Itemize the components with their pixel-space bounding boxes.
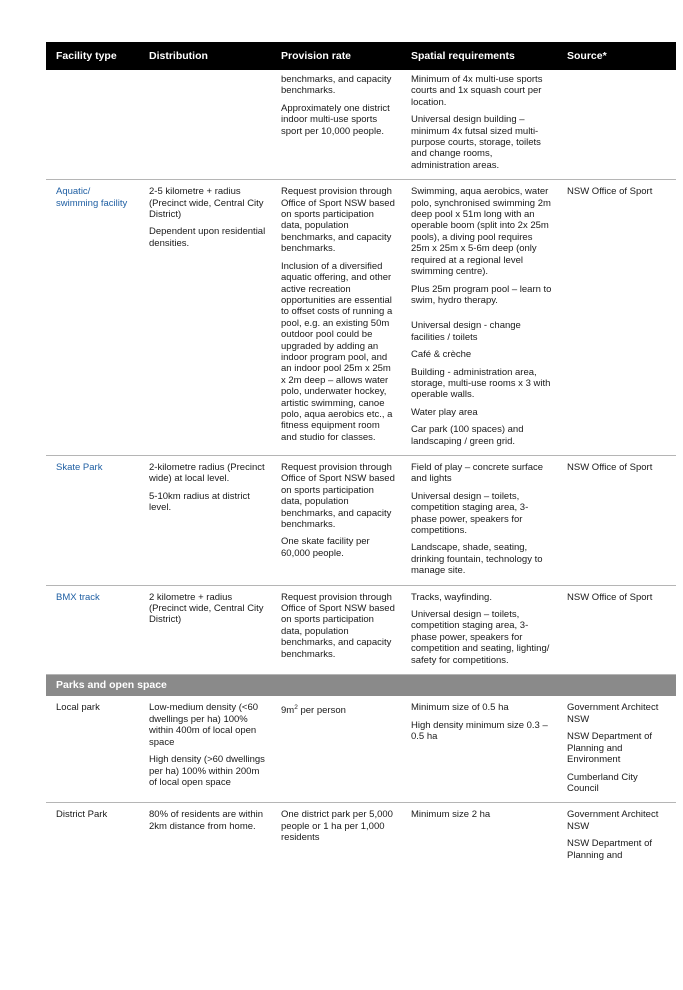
spatial-text: Universal design - change facilities / toilets: [411, 320, 521, 343]
distribution-text: Dependent upon residential densities.: [149, 226, 266, 249]
source-text: NSW Department of Planning and: [567, 838, 652, 861]
source-text: Government Architect NSW: [567, 702, 659, 725]
spatial-cell: [401, 180, 557, 456]
source-cell: [557, 180, 676, 456]
source-cell: [557, 803, 676, 869]
distribution-text: High density (>60 dwellings per ha) 100% within 200m of local open space: [149, 754, 265, 788]
provision-cell: [271, 803, 401, 869]
table-row: [46, 803, 676, 869]
spatial-text: Water play area: [411, 406, 478, 418]
spatial-cell: [401, 455, 557, 585]
provision-text: One skate facility per 60,000 people.: [281, 536, 370, 559]
spatial-text: Universal design – toilets, competition staging area, 3-phase power, speakers for competitions.: [411, 490, 529, 536]
header-provision-rate: Provision rate: [271, 42, 401, 70]
source-cell: [557, 455, 676, 585]
distribution-cell: [139, 180, 271, 456]
facility-type-label: District Park: [56, 809, 108, 821]
source-text: Cumberland City Council: [567, 771, 638, 794]
section-header-row: [46, 675, 676, 697]
spatial-cell: [401, 70, 557, 180]
spatial-text: High density minimum size 0.3 – 0.5 ha: [411, 719, 548, 743]
provision-text: Request provision through Office of Sport NSW based on sports participation data, population benchmarks, and capacity benchmarks.: [281, 591, 395, 660]
provision-value: 9m: [281, 705, 295, 717]
distribution-cell: [139, 455, 271, 585]
provision-text: Approximately one district indoor multi-use sports sport per 10,000 people.: [281, 102, 390, 137]
provision-text: benchmarks, and capacity benchmarks.: [281, 74, 392, 97]
spatial-text: Minimum size of 0.5 ha: [411, 702, 509, 714]
spatial-text: Minimum size 2 ha: [411, 809, 491, 821]
facility-cell: [46, 803, 139, 869]
provision-text: Request provision through Office of Sport NSW based on sports participation data, population benchmarks, and capacity benchmarks.: [281, 186, 395, 255]
spatial-text: Field of play – concrete surface and lights: [411, 461, 544, 485]
facility-cell: [46, 696, 139, 802]
facility-type-link[interactable]: Aquatic/ swimming facility: [56, 186, 128, 209]
spatial-text: Universal design building – minimum 4x futsal sized multi-purpose courts, storage, toilets and change rooms, administration areas.: [411, 114, 541, 171]
distribution-text: 2 kilometre + radius (Precinct wide, Central City District): [149, 591, 264, 626]
spatial-text: Universal design – toilets, competition staging area, 3-phase power, speakers for competition and seating, lighting/ safety for competitions.: [411, 609, 550, 666]
table-header-row: [46, 42, 676, 70]
spatial-cell: [401, 803, 557, 869]
table-row: [46, 70, 676, 180]
provision-text: Inclusion of a diversified aquatic offering, and other active recreation opportunities are essential to offset costs of running a pool, e.g. an existing 50m outdoor pool could be upgraded by adding an indoor program pool, and an indoor pool 25m x 25m x 2m deep – allows water polo, underwater hockey, artistic swimming, canoe polo, aqua aerobics etc., a fitness equipment room and studio for classes.: [281, 260, 393, 443]
provision-cell: [271, 180, 401, 456]
distribution-text: 2-kilometre radius (Precinct wide) at local level.: [149, 461, 265, 485]
source-cell: [557, 585, 676, 674]
facility-cell: [46, 455, 139, 585]
provision-superscript: 2: [294, 704, 298, 712]
provision-unit: per person: [297, 705, 346, 717]
section-title: Parks and open space: [46, 675, 676, 697]
facility-type-link[interactable]: BMX track: [56, 591, 100, 603]
spatial-text: Landscape, shade, seating, drinking fountain, technology to manage site.: [411, 542, 543, 577]
source-text: Government Architect NSW: [567, 809, 659, 832]
distribution-cell: [139, 696, 271, 802]
table-row: [46, 180, 676, 456]
provision-cell: [271, 696, 401, 802]
distribution-cell: [139, 803, 271, 869]
source-text: NSW Department of Planning and Environment: [567, 731, 652, 766]
header-source: Source*: [557, 42, 676, 70]
spatial-text: Car park (100 spaces) and landscaping / green grid.: [411, 424, 524, 447]
spatial-text: Building - administration area, storage, multi-use rooms x 3 with operable walls.: [411, 366, 551, 401]
provision-cell: [271, 455, 401, 585]
table-row: [46, 696, 676, 802]
distribution-text: Low-medium density (<60 dwellings per ha) 100% within 400m of local open space: [149, 702, 259, 748]
spatial-text: Minimum of 4x multi-use sports courts and 1x squash court per location.: [411, 74, 543, 108]
spatial-text: Café & crèche: [411, 349, 472, 361]
distribution-cell: [139, 70, 271, 180]
table-row: [46, 455, 676, 585]
spatial-cell: [401, 585, 557, 674]
source-text: NSW Office of Sport: [567, 186, 653, 198]
distribution-text: 5-10km radius at district level.: [149, 490, 250, 514]
facility-type-label: Local park: [56, 702, 100, 714]
spatial-text: Swimming, aqua aerobics, water polo, synchronised swimming 2m deep pool x 51m long with an operable boom (split into 2x 25m pools), a diving pool requires 25m x 25m x 5-6m deep (only required at a regional level swimming centre).: [411, 186, 551, 278]
provision-text: Request provision through Office of Sport NSW based on sports participation data, population benchmarks, and capacity benchmarks.: [281, 461, 395, 530]
header-distribution: Distribution: [139, 42, 271, 70]
facility-type-link[interactable]: Skate Park: [56, 461, 103, 473]
spatial-text: Plus 25m program pool – learn to swim, hydro therapy.: [411, 283, 552, 306]
source-cell: [557, 70, 676, 180]
facility-table-page: [46, 42, 676, 869]
spatial-text: Tracks, wayfinding.: [411, 591, 492, 603]
provision-cell: [271, 70, 401, 180]
header-facility-type: Facility type: [46, 42, 139, 70]
distribution-text: 2-5 kilometre + radius (Precinct wide, Central City District): [149, 186, 264, 221]
facility-cell: [46, 180, 139, 456]
distribution-cell: [139, 585, 271, 674]
spatial-cell: [401, 696, 557, 802]
header-spatial-requirements: Spatial requirements: [401, 42, 557, 70]
facility-cell: [46, 585, 139, 674]
provision-text: One district park per 5,000 people or 1 ha per 1,000 residents: [281, 809, 393, 844]
facility-cell: [46, 70, 139, 180]
facility-provision-table: [46, 42, 676, 869]
provision-cell: [271, 585, 401, 674]
provision-text: [281, 702, 397, 717]
source-text: NSW Office of Sport: [567, 461, 653, 473]
source-cell: [557, 696, 676, 802]
table-row: [46, 585, 676, 674]
source-text: NSW Office of Sport: [567, 591, 653, 603]
distribution-text: 80% of residents are within 2km distance from home.: [149, 809, 264, 832]
